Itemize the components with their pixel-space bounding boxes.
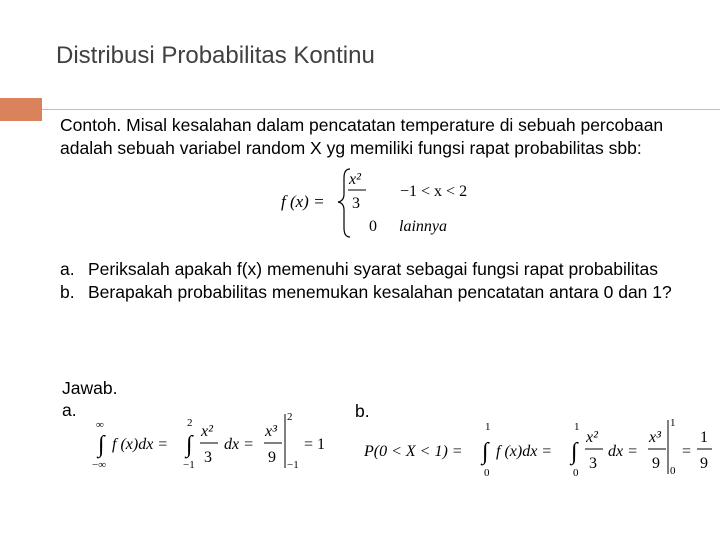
question-a xyxy=(60,258,700,281)
question-marker: b. xyxy=(60,282,75,302)
eq-b-num2: x² xyxy=(586,429,598,446)
eq-a-ub2: 2 xyxy=(187,417,193,429)
eq-b-int1: f (x)dx = xyxy=(496,443,553,460)
eq-b-dx2: dx = xyxy=(608,443,638,460)
eq-b-lb3: 0 xyxy=(670,465,676,477)
integral-sign: ∫ xyxy=(186,432,193,458)
eq-a-den2: 3 xyxy=(204,449,212,466)
slide-title: Distribusi Probabilitas Kontinu xyxy=(56,42,375,69)
eq-a-ub3: 2 xyxy=(287,411,293,423)
title-accent-bar xyxy=(0,98,42,121)
eq-b-res-eq: = xyxy=(682,443,692,460)
eq-a-dx2: dx = xyxy=(224,436,254,453)
pdf-case1-den: 3 xyxy=(352,195,360,212)
eq-b-num3: x³ xyxy=(649,429,661,446)
example-paragraph: Contoh. Misal kesalahan dalam pencatatan temperature di sebuah percobaan adalah sebuah variabel random X yg memiliki fungsi rapat probabilitas sbb: xyxy=(60,115,664,158)
eq-b-ub1: 1 xyxy=(485,421,491,433)
eq-b-lb1: 0 xyxy=(484,467,490,479)
pdf-case2-val: 0 xyxy=(369,218,377,235)
answer-heading: Jawab. xyxy=(62,378,118,398)
equation-b xyxy=(364,414,716,480)
integral-sign: ∫ xyxy=(98,432,105,458)
eq-b-lhs: P(0 < X < 1) = xyxy=(364,443,463,460)
eq-a-result: = 1 xyxy=(304,436,326,453)
question-text: Periksalah apakah f(x) memenuhi syarat sebagai fungsi rapat probabilitas xyxy=(88,259,659,279)
eq-a-num3: x³ xyxy=(265,423,277,440)
integral-sign: ∫ xyxy=(571,439,578,465)
eq-a-ub1: ∞ xyxy=(96,419,104,431)
eq-b-lb2: 0 xyxy=(573,467,579,479)
eq-a-int1: f (x)dx = xyxy=(112,436,169,453)
eq-b-res-num: 1 xyxy=(700,429,708,446)
eq-b-ub2: 1 xyxy=(574,421,580,433)
pdf-formula xyxy=(278,162,478,242)
example-text xyxy=(60,114,710,160)
question-list xyxy=(60,258,700,304)
pdf-case1-num: x² xyxy=(349,171,361,188)
title-divider xyxy=(42,109,720,110)
pdf-case1-cond: −1 < x < 2 xyxy=(400,183,468,200)
eq-a-den3: 9 xyxy=(268,449,276,466)
eq-a-lb2: −1 xyxy=(183,459,195,471)
question-b xyxy=(60,281,700,304)
eq-b-res-den: 9 xyxy=(700,455,708,472)
answer-a-label: a. xyxy=(62,400,77,420)
eq-a-lb1: −∞ xyxy=(92,459,107,471)
eq-b-ub3: 1 xyxy=(670,417,676,429)
equation-a xyxy=(88,406,338,476)
pdf-case2-cond: lainnya xyxy=(399,218,447,235)
eq-b-den3: 9 xyxy=(652,455,660,472)
eq-b-den2: 3 xyxy=(589,455,597,472)
pdf-lhs: f (x) = xyxy=(281,192,325,211)
eq-a-num2: x² xyxy=(201,423,213,440)
question-marker: a. xyxy=(60,259,75,279)
integral-sign: ∫ xyxy=(482,439,489,465)
answer-b-label: b. xyxy=(355,401,370,421)
eq-a-lb3: −1 xyxy=(287,459,299,471)
question-text: Berapakah probabilitas menemukan kesalahan pencatatan antara 0 dan 1? xyxy=(88,282,672,302)
